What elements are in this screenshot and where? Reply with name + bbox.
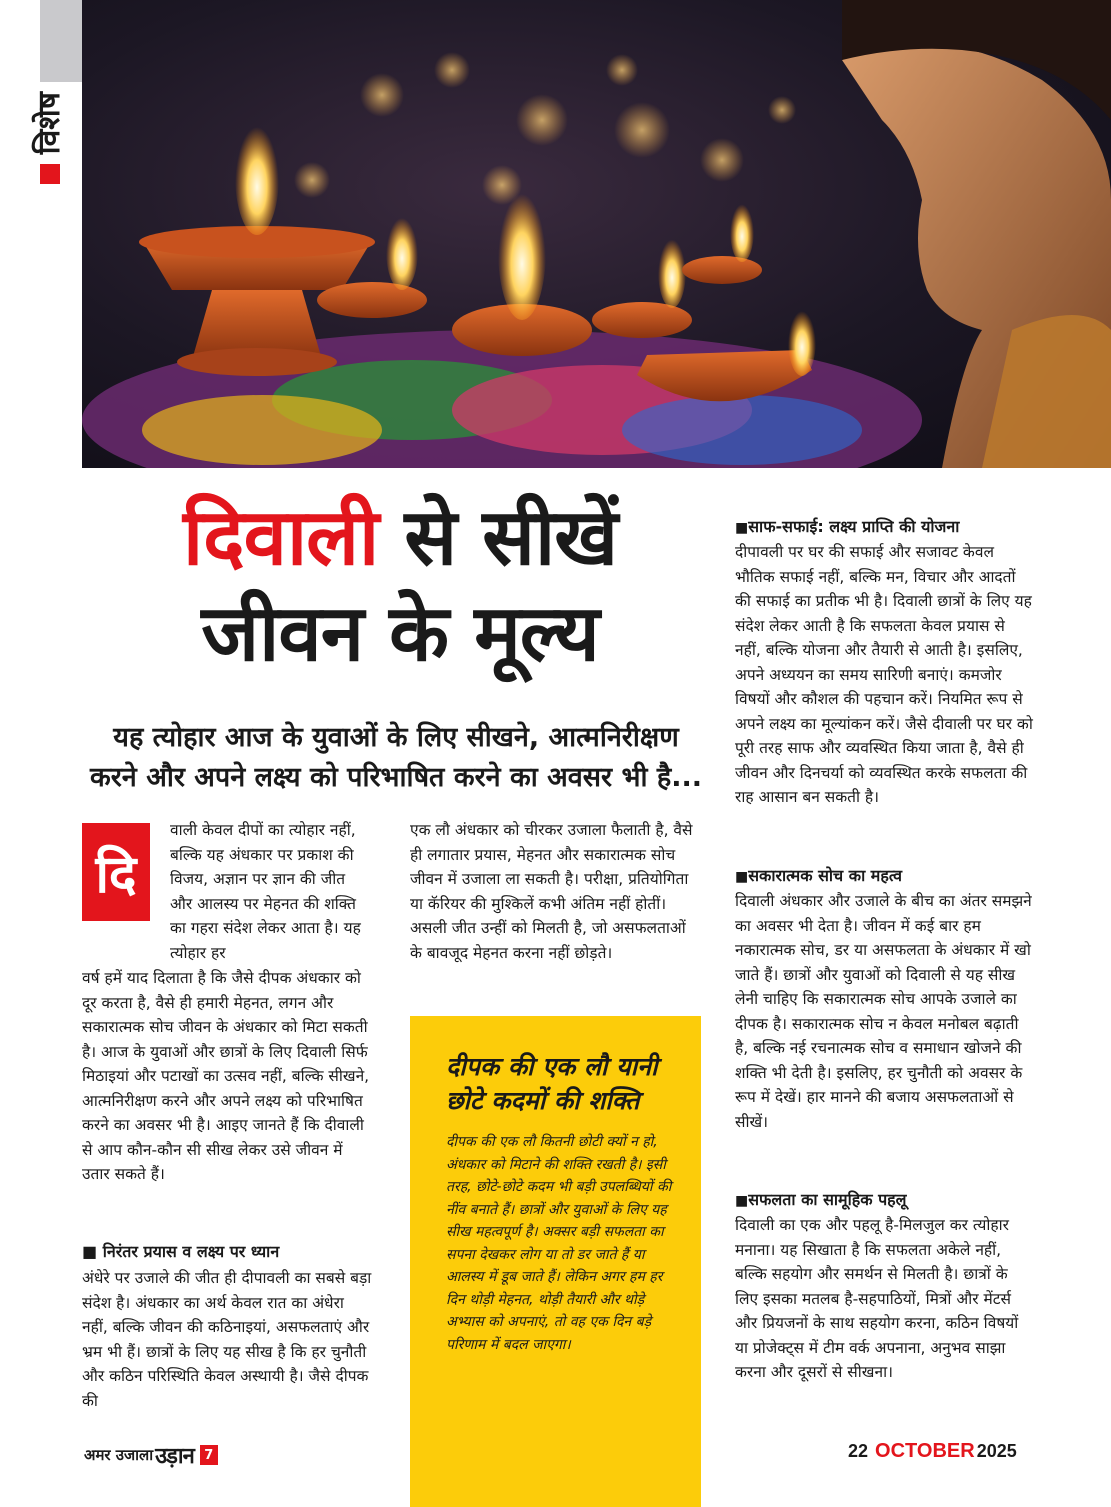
headline-line1: से सीखें [378,493,618,583]
section-cleaning-text: दीपावली पर घर की सफाई और सजावट केवल भौतिक सफाई नहीं, बल्कि मन, विचार और आदतों की सफाई का प्रतीक भी है। दिवाली छात्रों के लिए यह संदेश लेकर आती है कि सफलता केवल प्रयास से नहीं, बल्कि योजना और तैयारी से आती है। इसलिए, अपने अध्ययन का समय सारिणी बनाएं। कमजोर विषयों और कौशल की पहचान करें। नियमित रूप से अपने लक्ष्य का मूल्यांकन करें। जैसे दीवाली पर घर को पूरी तरह साफ और व्यवस्थित किया जाता है, वैसे ही जीवन और दिनचर्या को व्यवस्थित करके सफलता की राह आसान बन सकती है। [735,543,1033,806]
highlight-box-title: दीपक की एक लौ यानी छोटे कदमों की शक्ति [446,1052,658,1115]
highlight-box-text: दीपक की एक लौ कितनी छोटी क्यों न हो, अंधकार को मिटाने की शक्ति रखती है। इसी तरह, छोटे-छोटे कदम भी बड़ी उपलब्धियों की नींव बनाते हैं। छात्रों और युवाओं के लिए यह सीख महत्वपूर्ण है। अक्सर बड़ी सफलता का सपना देखकर लोग या तो डर जाते हैं या आलस्य में डूब जाते हैं। लेकिन अगर हम हर दिन थोड़ी मेहनत, थोड़ी तैयारी और थोड़े अभ्यास को अपनाएं, तो वह एक दिन बड़े परिणाम में बदल जाएगा। [446,1134,672,1353]
headline-accent: दिवाली [182,493,379,583]
section-tag [30,92,70,212]
hero-illustration [82,0,1111,468]
footer-brand [84,1440,218,1470]
section-collective [735,1188,1035,1385]
section-effort-heading: ■ निरंतर प्रयास व लक्ष्य पर ध्यान [82,1242,280,1261]
section-tag-marker [40,164,60,184]
section-positive-text: दिवाली अंधकार और उजाले के बीच का अंतर समझने का अवसर भी देता है। जीवन में कई बार हम नकारात्मक सोच, डर या असफलता के अंधकार में खो जाते हैं। छात्रों और युवाओं को दिवाली से यह सीख लेनी चाहिए कि सकारात्मक सोच आपके उजाले का दीपक है। सकारात्मक सोच न केवल मनोबल बढ़ाती है, बल्कि नई रचनात्मक सोच व समाधान खोजने की शक्ति भी देती है। इसलिए, हर चुनौती को अवसर के रूप में देखें। हार मानने की बजाय असफलताओं से सीखें। [735,892,1032,1131]
section-collective-text: दिवाली का एक और पहलू है-मिलजुल कर त्योहार मनाना। यह सिखाता है कि सफलता अकेले नहीं, बल्कि सहयोग और समर्थन से मिलती है। छात्रों के लिए इसका मतलब है-सहपाठियों, मित्रों और मेंटर्स और प्रियजनों के साथ सहयोग करना, कठिन विषयों या प्रोजेक्ट्स में टीम वर्क अपनाना, अनुभव साझा करना और दूसरों से सीखना। [735,1216,1019,1381]
section-positive [735,864,1035,1134]
section-cleaning [735,515,1035,810]
section-collective-heading: ■ सफलता का सामूहिक पहलू [735,1188,1035,1213]
article-headline [120,490,680,682]
date-year: 2025 [976,1441,1017,1461]
brand-name: अमर उजाला [84,1446,154,1464]
footer-date [848,1440,1017,1463]
dropcap: दि [82,823,150,921]
intro-text-rest: वर्ष हमें याद दिलाता है कि जैसे दीपक अंधकार को दूर करता है, वैसे ही हमारी मेहनत, लगन और सकारात्मक सोच जीवन के अंधकार को मिटा सकती है। आज के युवाओं और छात्रों के लिए दिवाली सिर्फ मिठाइयां और पटाखों का उत्सव नहीं, बल्कि सीखने, आत्मनिरीक्षण करने और अपने लक्ष्य को परिभाषित करने का अवसर भी है। आइए जानते हैं कि दीवाली से आप कौन-कौन सी सीख लेकर उसे जीवन में उतार सकते हैं। [82,969,370,1183]
section-positive-heading: ■ सकारात्मक सोच का महत्व [735,864,1035,889]
section-tag-label: विशेष [32,92,67,155]
date-day: 22 [848,1441,869,1461]
section-effort-text: अंधेरे पर उजाले की जीत ही दीपावली का सबसे बड़ा संदेश है। अंधकार का अर्थ केवल रात का अंधेरा नहीं, बल्कि जीवन की कठिनाइयां, असफलताएं और भ्रम भी हैं। छात्रों के लिए यह सीख है कि हर चुनौती और कठिन परिस्थिति केवल अस्थायी है। जैसे दीपक की [82,1269,372,1410]
section-effort-continuation: एक लौ अंधकार को चीरकर उजाला फैलाती है, वैसे ही लगातार प्रयास, मेहनत और सकारात्मक सोच जीवन में उजाला ला सकती है। परीक्षा, प्रतियोगिता या कॅरियर की मुश्किलें कभी अंतिम नहीं होतीं। असली जीत उन्हीं को मिलती है, जो असफलताओं के बावजूद मेहनत करना नहीं छोड़ते। [410,821,693,962]
intro-text-top: वाली केवल दीपों का त्योहार नहीं, बल्कि यह अंधकार पर प्रकाश की विजय, अज्ञान पर ज्ञान की जीत और आलस्य पर मेहनत की शक्ति का गहरा संदेश लेकर आता है। यह त्योहार हर [170,821,361,962]
brand-sub: उड़ान [155,1444,194,1469]
hero-image [82,0,1111,468]
page-number: 7 [200,1445,218,1465]
article-subhead: यह त्योहार आज के युवाओं के लिए सीखने, आत्मनिरीक्षण करने और अपने लक्ष्य को परिभाषित करने का अवसर भी है... [90,722,702,793]
date-month: OCTOBER [875,1440,975,1462]
side-strip [40,0,82,82]
section-cleaning-heading: ■ साफ-सफाई: लक्ष्य प्राप्ति की योजना [735,515,1035,540]
headline-line2: जीवन के मूल्य [201,589,599,679]
